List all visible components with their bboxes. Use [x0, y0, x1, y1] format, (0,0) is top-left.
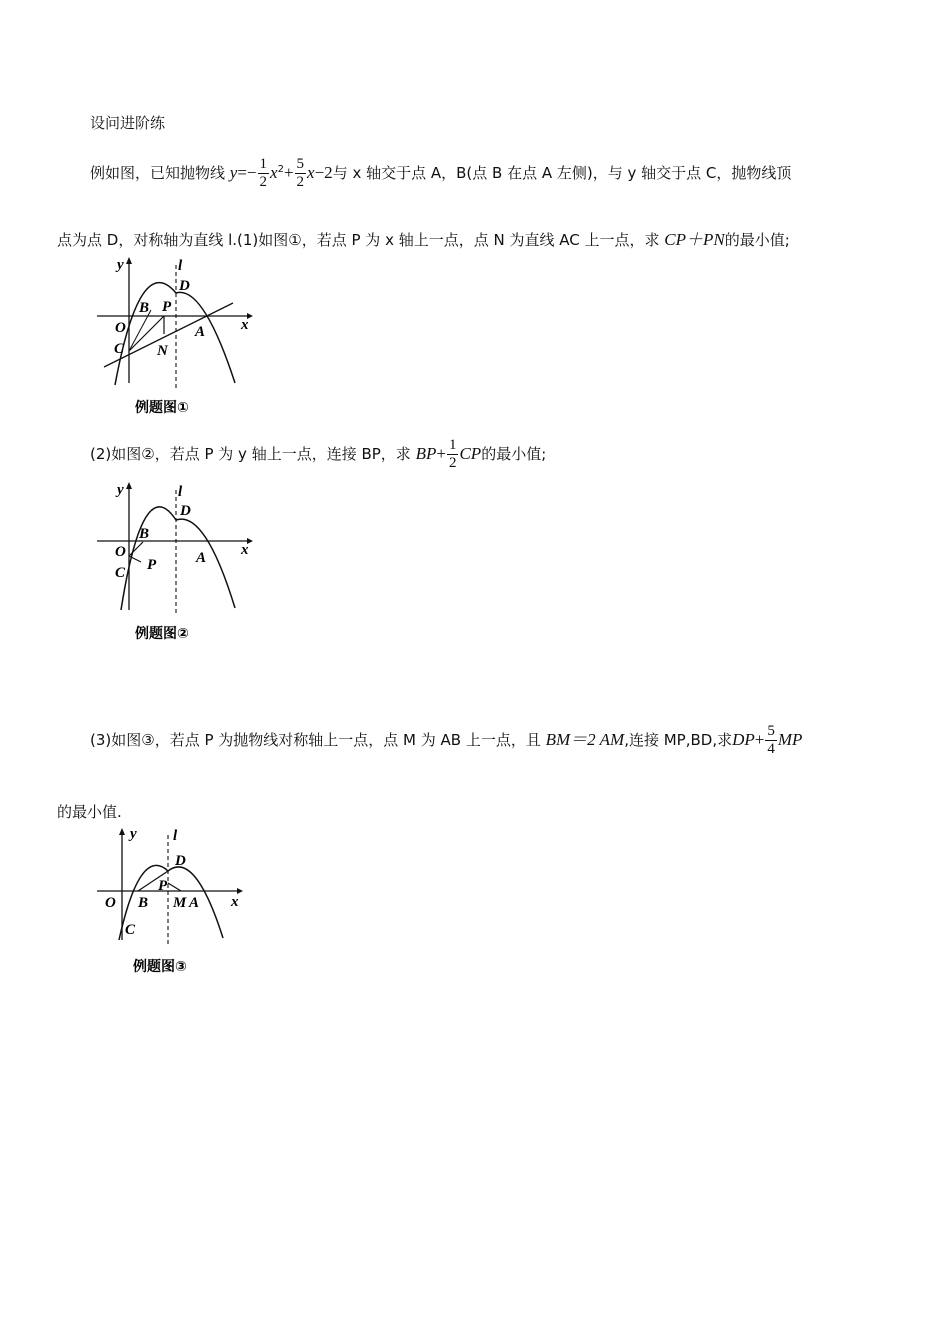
frac-den: 2: [259, 174, 268, 190]
intro-suffix: 与 x 轴交于点 A，B(点 B 在点 A 左侧)，与 y 轴交于点 C，抛物线顶: [332, 164, 792, 182]
label-m: M: [173, 895, 187, 911]
frac-den: 2: [296, 174, 305, 190]
label-x: x: [241, 542, 249, 558]
q3-plus: +: [754, 730, 765, 749]
segment-bp: [129, 542, 143, 556]
label-b: B: [139, 300, 150, 316]
label-o: O: [115, 320, 126, 336]
fraction-one-half: [258, 156, 270, 191]
q3-expr-dp: DP: [732, 730, 755, 749]
q2-expr-bp: BP: [415, 444, 437, 463]
label-l: l: [178, 258, 183, 274]
eq-x-squared: x: [270, 163, 278, 182]
q2-plus: +: [436, 444, 446, 463]
y-axis-arrow-icon: [126, 257, 132, 264]
figure-1: [95, 255, 265, 425]
eq-equals: =−: [237, 163, 257, 182]
segment-pm: [168, 883, 181, 891]
frac-den: 2: [448, 455, 457, 471]
figure-1-caption: 例题图①: [135, 400, 189, 416]
label-c: C: [115, 565, 126, 581]
label-b: B: [139, 526, 150, 542]
q2-expr-cp: CP: [459, 444, 482, 463]
fraction-five-half: [295, 156, 307, 191]
y-axis-arrow-icon: [119, 828, 125, 835]
label-d: D: [175, 853, 186, 869]
y-axis-arrow-icon: [126, 482, 132, 489]
section-heading: 设问进阶练: [90, 114, 166, 132]
eq-x: x: [307, 163, 315, 182]
problem-intro-line2: [57, 230, 790, 250]
label-d: D: [179, 278, 190, 294]
eq-plus: +: [283, 163, 294, 182]
q2-prefix: (2)如图②，若点 P 为 y 轴上一点，连接 BP，求: [90, 445, 411, 463]
eq-exponent: 2: [277, 164, 284, 175]
label-x: x: [231, 894, 239, 910]
label-p: P: [162, 299, 172, 315]
intro-prefix: 例如图，已知抛物线: [90, 164, 226, 182]
label-a: A: [195, 324, 206, 340]
label-p: P: [147, 557, 157, 573]
label-a: A: [196, 550, 207, 566]
problem-intro-line1: [90, 150, 791, 193]
parabola: [121, 507, 235, 610]
frac-den: 4: [767, 741, 775, 757]
label-x: x: [241, 317, 249, 333]
q2-fraction: [447, 437, 459, 472]
frac-num: 1: [259, 156, 268, 172]
q3-expr-mp: MP: [777, 730, 803, 749]
frac-num: 5: [767, 723, 775, 739]
parabola: [115, 283, 235, 385]
frac-num: 1: [448, 437, 457, 453]
question-2: [90, 434, 546, 474]
label-l: l: [173, 828, 178, 844]
q3-middle: ,连接 MP,BD,求: [624, 731, 733, 749]
q3-fraction: [765, 723, 777, 758]
label-y: y: [117, 257, 124, 273]
label-d: D: [180, 503, 191, 519]
label-o: O: [115, 544, 126, 560]
label-b: B: [138, 895, 149, 911]
q3-condition: BM＝2 AM: [545, 730, 625, 749]
label-p: P: [158, 878, 168, 894]
figure-3: [95, 825, 265, 985]
q2-tail: 的最小值;: [481, 445, 547, 463]
label-y: y: [130, 826, 137, 842]
figure-2: [95, 480, 265, 650]
label-c: C: [125, 922, 136, 938]
q1-tail: 的最小值;: [724, 231, 790, 249]
frac-num: 5: [296, 156, 305, 172]
label-c: C: [114, 341, 125, 357]
figure-2-caption: 例题图②: [135, 626, 189, 642]
label-n: N: [157, 343, 168, 359]
question-3-line2: 的最小值.: [57, 803, 122, 821]
intro-line2-text: 点为点 D，对称轴为直线 l.(1)如图①，若点 P 为 x 轴上一点，点 N 为直线 AC 上一点，求: [57, 231, 660, 249]
figure-3-caption: 例题图③: [133, 959, 187, 975]
eq-y: y: [229, 163, 238, 182]
eq-tail: −2: [314, 163, 333, 182]
label-y: y: [117, 482, 124, 498]
q1-expression: CP＋PN: [664, 230, 725, 249]
label-o: O: [105, 895, 116, 911]
label-l: l: [178, 484, 183, 500]
label-a: A: [189, 895, 200, 911]
q3-prefix: (3)如图③，若点 P 为抛物线对称轴上一点，点 M 为 AB 上一点，且: [90, 731, 541, 749]
question-3-line1: [90, 720, 802, 760]
